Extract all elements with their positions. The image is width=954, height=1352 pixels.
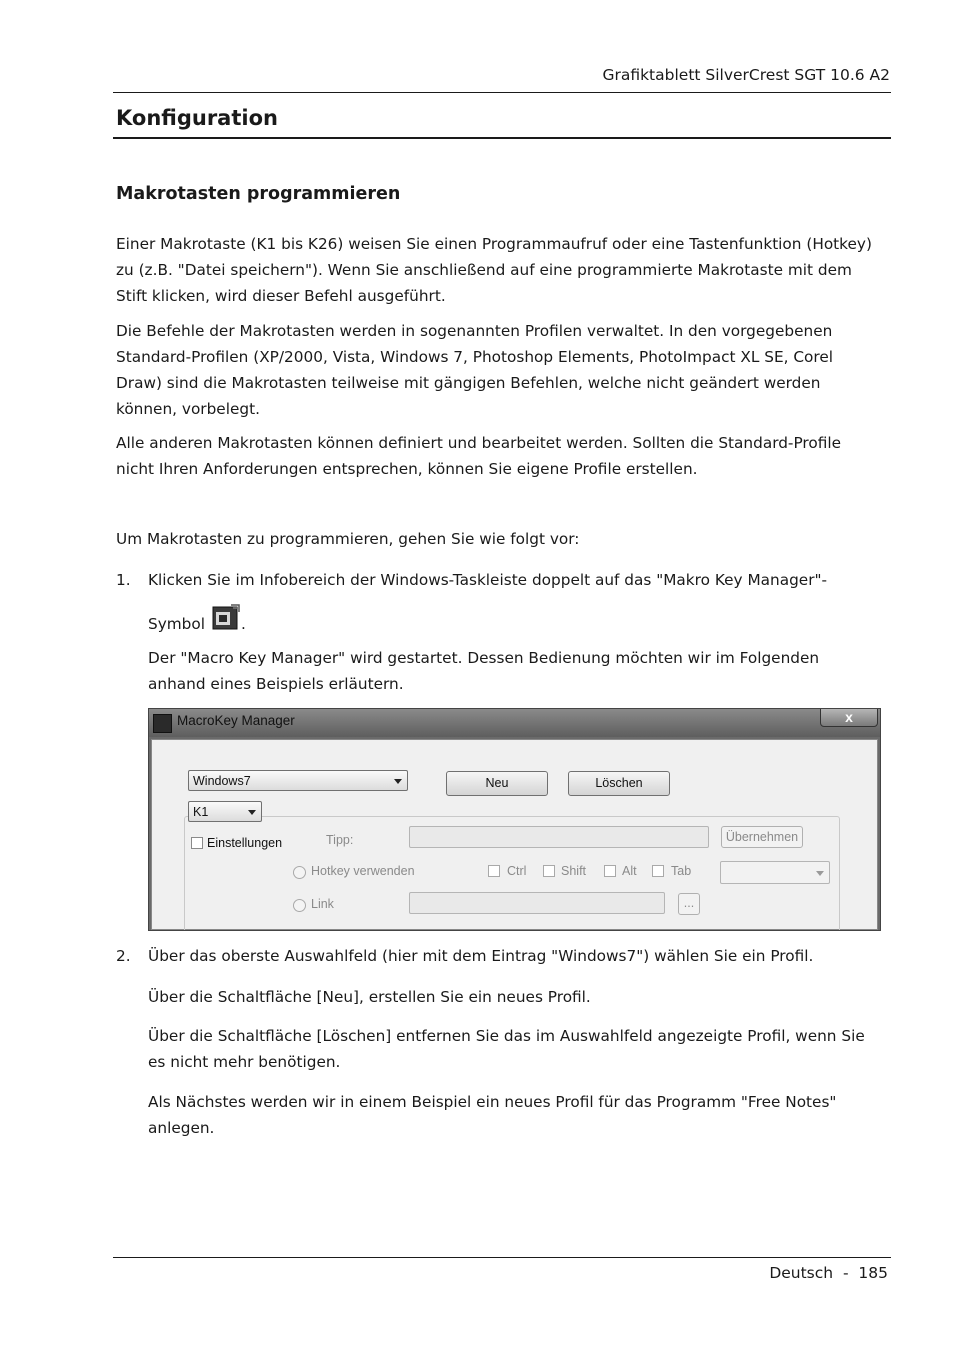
chevron-down-icon xyxy=(816,871,824,876)
hotkey-radio[interactable] xyxy=(293,866,306,879)
link-radio-label: Link xyxy=(311,897,334,911)
app-icon xyxy=(153,714,172,733)
ctrl-label: Ctrl xyxy=(507,864,527,878)
running-header: Grafiktablett SilverCrest SGT 10.6 A2 xyxy=(602,66,890,84)
key-select-value: K1 xyxy=(193,805,209,819)
hotkey-key-select[interactable] xyxy=(720,861,830,884)
paragraph-3: Alle anderen Makrotasten können definiert und bearbeitet werden. Sollten die Standard-Profile nicht Ihren Anforderungen entsprechen, können Sie eigene Profile erstellen. xyxy=(116,434,842,478)
footer-rule xyxy=(113,1257,891,1258)
tab-label: Tab xyxy=(671,864,692,878)
profile-select-value: Windows7 xyxy=(193,774,251,788)
apply-button[interactable]: Übernehmen xyxy=(721,826,803,848)
delete-button[interactable]: Löschen xyxy=(568,771,670,796)
link-radio[interactable] xyxy=(293,899,306,912)
alt-label: Alt xyxy=(622,864,637,878)
subsection-title: Makrotasten programmieren xyxy=(116,184,401,204)
step-2-para-1: Über die Schaltfläche [Neu], erstellen Sie ein neues Profil. xyxy=(148,988,591,1006)
macro-key-manager-icon xyxy=(211,603,241,633)
step-2-para-3: Als Nächstes werden wir in einem Beispiel ein neues Profil für das Programm "Free Notes" anlegen. xyxy=(148,1093,837,1137)
settings-checkbox-label: Einstellungen xyxy=(207,836,283,850)
macrokey-manager-window xyxy=(148,708,881,931)
shift-checkbox[interactable] xyxy=(543,865,555,877)
key-select[interactable] xyxy=(188,801,262,822)
step-2-text: Über das oberste Auswahlfeld (hier mit dem Eintrag "Windows7") wählen Sie ein Profil. xyxy=(148,947,814,965)
settings-checkbox[interactable] xyxy=(191,837,203,849)
window-titlebar xyxy=(149,709,880,737)
window-client xyxy=(151,739,878,930)
chevron-down-icon xyxy=(248,810,256,815)
header-rule xyxy=(113,92,891,93)
intro-text: Um Makrotasten zu programmieren, gehen Sie wie folgt vor: xyxy=(116,530,580,548)
window-title: MacroKey Manager xyxy=(177,713,295,728)
section-rule xyxy=(113,137,891,139)
step-2-para-2: Über die Schaltfläche [Löschen] entfernen Sie das im Auswahlfeld angezeigte Profil, wenn Sie es nicht mehr benötigen. xyxy=(148,1027,865,1071)
close-button[interactable]: x xyxy=(820,708,878,727)
paragraph-2: Die Befehle der Makrotasten werden in sogenannten Profilen verwaltet. In den vorgegebenen Standard-Profilen (XP/2000, Vista, Windows 7, Photoshop Elements, PhotoImpact XL SE, Corel Draw) sind die Makrotasten teilweise mit gängigen Befehlen, welche nicht geändert werden können, vorbelegt. xyxy=(116,322,834,418)
step-1-number: 1. xyxy=(116,571,131,589)
profile-select[interactable] xyxy=(188,770,408,791)
ctrl-checkbox[interactable] xyxy=(488,865,500,877)
section-title: Konfiguration xyxy=(116,106,278,130)
tip-input[interactable] xyxy=(409,826,709,848)
step-1-subtext: Der "Macro Key Manager" wird gestartet. Dessen Bedienung möchten wir im Folgenden anhand eines Beispiels erläutern. xyxy=(148,649,820,693)
paragraph-1: Einer Makrotaste (K1 bis K26) weisen Sie einen Programmaufruf oder eine Tastenfunktion (Hotkey) zu (z.B. "Datei speichern"). Wenn Sie anschließend auf eine programmierte Makrotaste mit dem Stift klicken, wird dieser Befehl ausgeführt. xyxy=(116,235,872,305)
chevron-down-icon xyxy=(394,779,402,784)
link-input[interactable] xyxy=(409,892,665,914)
hotkey-radio-label: Hotkey verwenden xyxy=(311,864,415,878)
tab-checkbox[interactable] xyxy=(652,865,664,877)
tip-label: Tipp: xyxy=(326,833,354,847)
step-2-number: 2. xyxy=(116,947,131,965)
alt-checkbox[interactable] xyxy=(604,865,616,877)
page-footer: Deutsch - 185 xyxy=(769,1264,888,1282)
shift-label: Shift xyxy=(561,864,587,878)
step-1-text: Klicken Sie im Infobereich der Windows-Taskleiste doppelt auf das "Makro Key Manager"- Symbol . xyxy=(148,571,828,633)
new-button[interactable]: Neu xyxy=(446,771,548,796)
browse-button[interactable]: ... xyxy=(678,893,700,915)
